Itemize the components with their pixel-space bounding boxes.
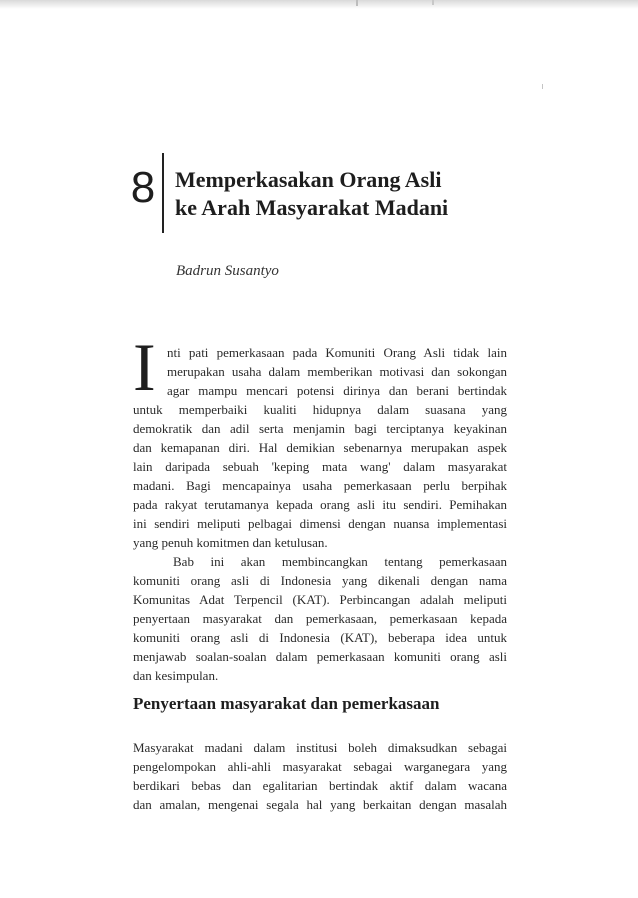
paragraph-line: merupakan usaha dalam memberikan motivasi dan sokongan	[167, 364, 507, 379]
paragraph-line: berdikari bebas dan egalitarian bertindak aktif dalam wacana	[133, 778, 507, 793]
chapter-author: Badrun Susantyo	[176, 263, 279, 279]
scan-mark	[356, 0, 358, 6]
scan-mark	[432, 0, 434, 5]
paragraph-line: Bab ini akan membincangkan tentang pemerkasaan	[173, 554, 507, 569]
paragraph-line: yang penuh komitmen dan ketulusan.	[133, 535, 328, 550]
paragraph-line: ini sendiri meliputi pelbagai dimensi dengan nuansa implementasi	[133, 516, 507, 531]
paragraph-line: agar mampu mencari potensi dirinya dan berani bertindak	[167, 383, 507, 398]
paragraph-line: demokratik dan adil serta menjamin bagi terciptanya keyakinan	[133, 421, 507, 436]
chapter-divider	[162, 153, 164, 233]
paragraph-line: Komunitas Adat Terpencil (KAT). Perbincangan adalah meliputi	[133, 592, 507, 607]
drop-cap: I	[133, 329, 156, 405]
paragraph-line: pada rakyat terutamanya kepada orang asli itu sendiri. Pemihakan	[133, 497, 507, 512]
paragraph-line: lain daripada sebuah 'keping mata wang' dalam masyarakat	[133, 459, 507, 474]
paragraph-line: pengelompokan ahli-ahli masyarakat sebagai warganegara yang	[133, 759, 507, 774]
paragraph-line: Masyarakat madani dalam institusi boleh dimaksudkan sebagai	[133, 740, 507, 755]
paragraph-line: dan kesimpulan.	[133, 668, 219, 683]
paragraph-line: madani. Bagi mencapainya usaha pemerkasaan perlu berpihak	[133, 478, 507, 493]
paragraph-line: menjawab soalan-soalan dalam pemerkasaan komuniti orang asli	[133, 649, 507, 664]
chapter-number: 8	[130, 163, 156, 212]
chapter-title-line: ke Arah Masyarakat Madani	[175, 195, 449, 220]
paragraph-line: komuniti orang asli di Indonesia yang dikenali dengan nama	[133, 573, 507, 588]
paragraph-line: nti pati pemerkasaan pada Komuniti Orang Asli tidak lain	[167, 345, 507, 360]
paragraph-line: dan kemapanan diri. Hal demikian sebenarnya merupakan aspek	[133, 440, 507, 455]
chapter-title	[175, 166, 535, 222]
scan-mark	[542, 84, 543, 89]
paragraph-line: penyertaan masyarakat dan pemerkasaan, pemerkasaan kepada	[133, 611, 507, 626]
section-heading: Penyertaan masyarakat dan pemerkasaan	[133, 694, 440, 713]
chapter-title-line: Memperkasakan Orang Asli	[175, 167, 442, 192]
paragraph-line: komuniti orang asli di Indonesia (KAT), beberapa idea untuk	[133, 630, 507, 645]
paragraph-line: dan amalan, mengenai segala hal yang berkaitan dengan masalah	[133, 797, 507, 812]
scan-shadow-top	[0, 0, 638, 9]
paragraph-line: untuk memperbaiki kualiti hidupnya dalam suasana yang	[133, 402, 507, 417]
